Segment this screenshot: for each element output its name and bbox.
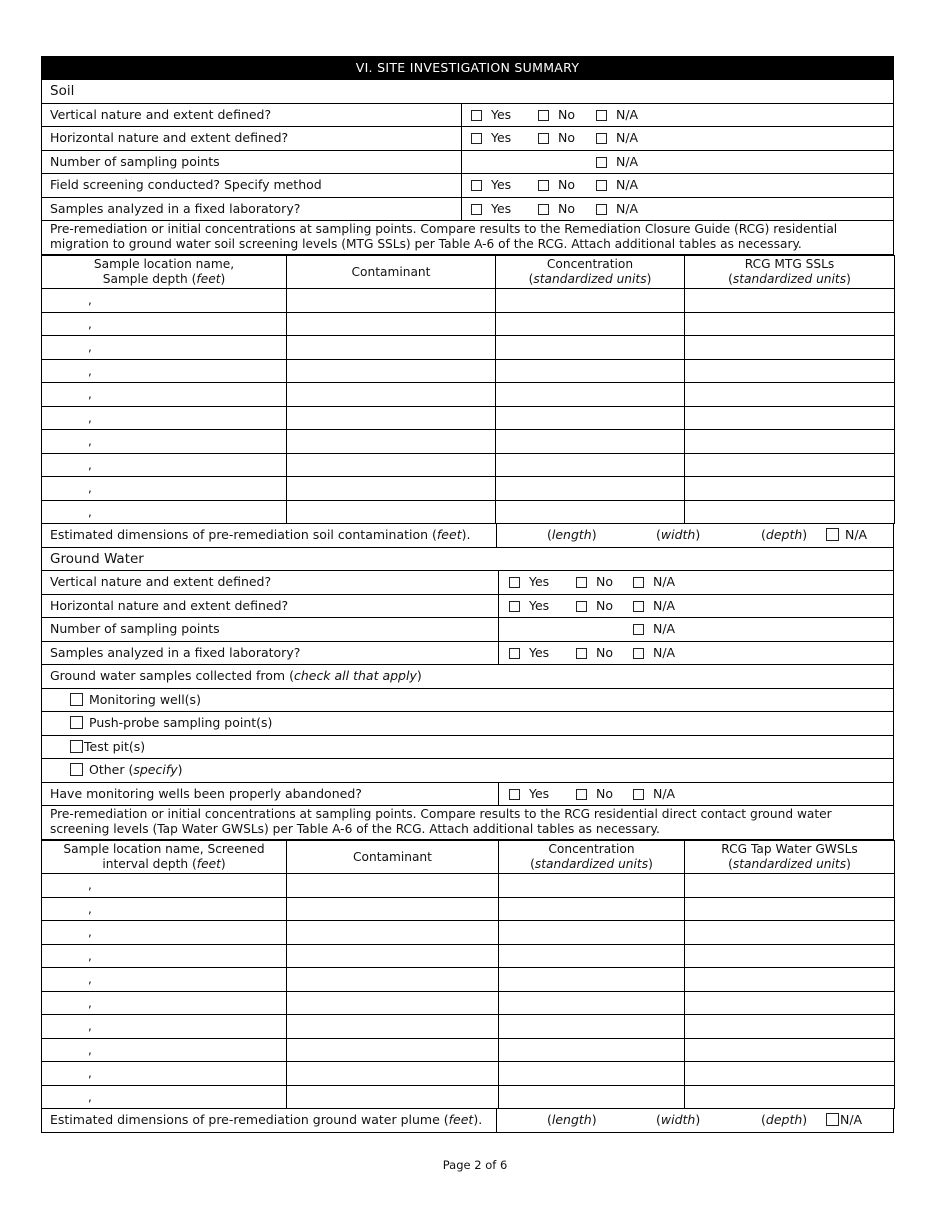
na-checkbox[interactable] <box>596 133 607 144</box>
screening-level-cell[interactable] <box>685 477 895 501</box>
question-label: Horizontal nature and extent defined? <box>50 597 289 613</box>
concentration-cell[interactable] <box>499 897 685 921</box>
other-checkbox[interactable] <box>70 763 83 776</box>
push-probe-checkbox[interactable] <box>70 716 83 729</box>
contaminant-cell[interactable] <box>287 1062 499 1086</box>
question-label: Have monitoring wells been properly abandoned? <box>50 785 362 801</box>
table-row <box>42 1062 895 1086</box>
concentration-cell[interactable] <box>499 1085 685 1109</box>
dimensions-label: Estimated dimensions of pre-remediation ground water plume (feet). <box>50 1112 483 1127</box>
gw-abandoned-row: Have monitoring wells been properly abandoned? Yes No N/A <box>41 783 894 807</box>
col-sample-location: Sample location name, Sample depth (feet) <box>42 256 287 289</box>
yes-checkbox[interactable] <box>509 648 520 659</box>
question-label: Horizontal nature and extent defined? <box>50 130 289 145</box>
col-sample-location: Sample location name, Screened interval depth (feet) <box>42 841 287 874</box>
no-checkbox[interactable] <box>576 577 587 588</box>
instructions-text: Pre-remediation or initial concentrations at sampling points. Compare results to the Remediation Closure Guide (RCG) residential migration to ground water soil screening levels (MTG SSLs) per Table A-6 of the RCG. Attach additional tables as necessary. <box>50 222 838 251</box>
gw-source-row: Test pit(s) <box>41 736 894 760</box>
depth-field[interactable]: (depth) <box>761 527 808 542</box>
screening-level-cell[interactable] <box>685 1038 895 1062</box>
gw-source-row: Push-probe sampling point(s) <box>41 712 894 736</box>
question-label: Vertical nature and extent defined? <box>50 106 272 122</box>
length-field[interactable]: (length) <box>547 1112 597 1127</box>
soil-dimensions-row: Estimated dimensions of pre-remediation soil contamination (feet). (length) (width) (depth) N/A <box>41 524 894 548</box>
contaminant-cell[interactable] <box>287 874 499 898</box>
section-header: VI. SITE INVESTIGATION SUMMARY <box>41 56 894 80</box>
table-row <box>42 477 895 501</box>
gw-question-row: Samples analyzed in a fixed laboratory? Yes No N/A <box>41 642 894 666</box>
screening-level-cell[interactable] <box>685 1015 895 1039</box>
concentration-cell[interactable] <box>499 991 685 1015</box>
screening-level-cell[interactable] <box>685 312 895 336</box>
depth-field[interactable]: (depth) <box>761 1112 808 1127</box>
table-row <box>42 500 895 524</box>
table-header-row <box>42 841 895 874</box>
sample-location-cell[interactable]: , <box>42 406 287 430</box>
sample-location-cell[interactable]: , <box>42 453 287 477</box>
na-checkbox[interactable] <box>596 110 607 121</box>
soil-question-row: Samples analyzed in a fixed laboratory? Yes No N/A <box>41 198 894 222</box>
sample-location-cell[interactable]: , <box>42 991 287 1015</box>
yes-checkbox[interactable] <box>471 180 482 191</box>
concentration-cell[interactable] <box>499 1062 685 1086</box>
concentration-cell[interactable] <box>499 944 685 968</box>
na-checkbox[interactable] <box>633 789 644 800</box>
sample-location-cell[interactable]: , <box>42 477 287 501</box>
screening-level-cell[interactable] <box>685 874 895 898</box>
yes-checkbox[interactable] <box>509 601 520 612</box>
no-checkbox[interactable] <box>576 601 587 612</box>
sample-location-cell[interactable]: , <box>42 1038 287 1062</box>
concentration-cell[interactable] <box>496 500 685 524</box>
sample-location-cell[interactable]: , <box>42 359 287 383</box>
screening-level-cell[interactable] <box>685 430 895 454</box>
gw-dimensions-row: Estimated dimensions of pre-remediation ground water plume (feet). (length) (width) (depth) N/A <box>41 1109 894 1133</box>
sample-location-cell[interactable]: , <box>42 1015 287 1039</box>
screening-level-cell[interactable] <box>685 968 895 992</box>
screening-level-cell[interactable] <box>685 1062 895 1086</box>
question-label: Number of sampling points <box>50 621 220 636</box>
soil-instructions <box>41 221 894 255</box>
yes-checkbox[interactable] <box>471 110 482 121</box>
contaminant-cell[interactable] <box>287 1015 499 1039</box>
gw-source-row: Monitoring well(s) <box>41 689 894 713</box>
table-row <box>42 1085 895 1109</box>
screening-level-cell[interactable] <box>685 897 895 921</box>
na-checkbox[interactable] <box>826 1113 839 1126</box>
width-field[interactable]: (width) <box>656 1112 701 1127</box>
soil-title: Soil <box>50 83 75 99</box>
no-checkbox[interactable] <box>538 110 549 121</box>
sample-location-cell[interactable]: , <box>42 289 287 313</box>
yes-checkbox[interactable] <box>509 789 520 800</box>
table-row <box>42 991 895 1015</box>
gw-question-row: Horizontal nature and extent defined? Yes No N/A <box>41 595 894 619</box>
soil-question-row: Field screening conducted? Specify method Yes No N/A <box>41 174 894 198</box>
contaminant-cell[interactable] <box>287 500 496 524</box>
screening-level-cell[interactable] <box>685 991 895 1015</box>
table-header-row <box>42 256 895 289</box>
table-row <box>42 336 895 360</box>
table-row <box>42 944 895 968</box>
gw-source-row: Other (specify) <box>41 759 894 783</box>
groundwater-section-title <box>41 548 894 572</box>
screening-level-cell[interactable] <box>685 359 895 383</box>
na-checkbox[interactable] <box>596 180 607 191</box>
table-row <box>42 453 895 477</box>
table-row <box>42 968 895 992</box>
contaminant-cell[interactable] <box>287 1085 499 1109</box>
no-checkbox[interactable] <box>538 180 549 191</box>
test-pit-checkbox[interactable] <box>70 740 83 753</box>
question-label: Field screening conducted? Specify method <box>50 177 322 192</box>
instructions-text: Pre-remediation or initial concentrations at sampling points. Compare results to the RCG residential direct contact ground water screening levels (Tap Water GWSLs) per Table A-6 of the RCG. Attach additional tables as necessary. <box>50 807 832 836</box>
contaminant-cell[interactable] <box>287 1038 499 1062</box>
concentration-cell[interactable] <box>499 968 685 992</box>
collected-from-label: Ground water samples collected from (check all that apply) <box>50 668 422 683</box>
question-label: Number of sampling points <box>50 153 220 169</box>
concentration-cell[interactable] <box>499 1015 685 1039</box>
sample-location-cell[interactable]: , <box>42 968 287 992</box>
screening-level-cell[interactable] <box>685 453 895 477</box>
concentration-cell[interactable] <box>496 430 685 454</box>
table-row <box>42 312 895 336</box>
contaminant-cell[interactable] <box>287 944 499 968</box>
col-contaminant: Contaminant <box>287 841 499 874</box>
no-checkbox[interactable] <box>576 648 587 659</box>
question-label: Samples analyzed in a fixed laboratory? <box>50 200 301 216</box>
concentration-cell[interactable] <box>496 383 685 407</box>
contaminant-cell[interactable] <box>287 991 499 1015</box>
col-rcg-mtg-ssls: RCG MTG SSLs (standardized units) <box>685 256 895 289</box>
contaminant-cell[interactable] <box>287 383 496 407</box>
concentration-cell[interactable] <box>496 359 685 383</box>
gw-collected-from-row <box>41 665 894 689</box>
concentration-cell[interactable] <box>496 477 685 501</box>
table-row <box>42 430 895 454</box>
contaminant-cell[interactable] <box>287 406 496 430</box>
sample-location-cell[interactable]: , <box>42 897 287 921</box>
concentration-cell[interactable] <box>499 921 685 945</box>
page-number: Page 2 of 6 <box>442 1158 508 1172</box>
soil-question-row: Horizontal nature and extent defined? Yes No N/A <box>41 127 894 151</box>
sample-location-cell[interactable]: , <box>42 874 287 898</box>
site-investigation-form <box>41 56 894 1133</box>
sample-location-cell[interactable]: , <box>42 500 287 524</box>
sample-location-cell[interactable]: , <box>42 312 287 336</box>
dimensions-label: Estimated dimensions of pre-remediation soil contamination (feet). <box>50 527 471 542</box>
width-field[interactable]: (width) <box>656 527 701 542</box>
col-rcg-tap-water-gwsls: RCG Tap Water GWSLs (standardized units) <box>685 841 895 874</box>
gw-question-row: Number of sampling points N/A <box>41 618 894 642</box>
table-row <box>42 406 895 430</box>
concentration-cell[interactable] <box>499 874 685 898</box>
na-checkbox[interactable] <box>633 624 644 635</box>
na-checkbox[interactable] <box>596 204 607 215</box>
no-checkbox[interactable] <box>538 204 549 215</box>
contaminant-cell[interactable] <box>287 430 496 454</box>
col-concentration: Concentration (standardized units) <box>499 841 685 874</box>
contaminant-cell[interactable] <box>287 897 499 921</box>
screening-level-cell[interactable] <box>685 336 895 360</box>
contaminant-cell[interactable] <box>287 968 499 992</box>
contaminant-cell[interactable] <box>287 477 496 501</box>
col-contaminant: Contaminant <box>287 256 496 289</box>
table-row <box>42 383 895 407</box>
yes-checkbox[interactable] <box>471 204 482 215</box>
sample-location-cell[interactable]: , <box>42 383 287 407</box>
no-checkbox[interactable] <box>576 789 587 800</box>
table-row <box>42 1015 895 1039</box>
concentration-cell[interactable] <box>496 312 685 336</box>
contaminant-cell[interactable] <box>287 359 496 383</box>
soil-question-row: Number of sampling points N/A <box>41 151 894 175</box>
na-checkbox[interactable] <box>633 577 644 588</box>
sample-location-cell[interactable]: , <box>42 336 287 360</box>
sample-location-cell[interactable]: , <box>42 430 287 454</box>
contaminant-cell[interactable] <box>287 289 496 313</box>
screening-level-cell[interactable] <box>685 383 895 407</box>
contaminant-cell[interactable] <box>287 336 496 360</box>
soil-question-row: Vertical nature and extent defined? Yes No N/A <box>41 104 894 128</box>
soil-section-title <box>41 80 894 104</box>
screening-level-cell[interactable] <box>685 921 895 945</box>
screening-level-cell[interactable] <box>685 944 895 968</box>
concentration-cell[interactable] <box>496 453 685 477</box>
contaminant-cell[interactable] <box>287 312 496 336</box>
table-row <box>42 359 895 383</box>
yes-checkbox[interactable] <box>509 577 520 588</box>
question-label: Samples analyzed in a fixed laboratory? <box>50 644 301 660</box>
gw-question-row: Vertical nature and extent defined? Yes No N/A <box>41 571 894 595</box>
contaminant-cell[interactable] <box>287 453 496 477</box>
na-checkbox[interactable] <box>633 648 644 659</box>
length-field[interactable]: (length) <box>547 527 597 542</box>
na-checkbox[interactable] <box>596 157 607 168</box>
sample-location-cell[interactable]: , <box>42 944 287 968</box>
concentration-cell[interactable] <box>496 406 685 430</box>
na-checkbox[interactable] <box>826 528 839 541</box>
table-row <box>42 1038 895 1062</box>
concentration-cell[interactable] <box>499 1038 685 1062</box>
monitoring-well-checkbox[interactable] <box>70 693 83 706</box>
na-checkbox[interactable] <box>633 601 644 612</box>
yes-checkbox[interactable] <box>471 133 482 144</box>
gw-results-table <box>41 840 895 1109</box>
groundwater-title: Ground Water <box>50 550 144 567</box>
table-row <box>42 921 895 945</box>
no-checkbox[interactable] <box>538 133 549 144</box>
concentration-cell[interactable] <box>496 336 685 360</box>
table-row <box>42 289 895 313</box>
screening-level-cell[interactable] <box>685 1085 895 1109</box>
sample-location-cell[interactable]: , <box>42 1085 287 1109</box>
screening-level-cell[interactable] <box>685 500 895 524</box>
soil-results-table <box>41 255 895 524</box>
concentration-cell[interactable] <box>496 289 685 313</box>
sample-location-cell[interactable]: , <box>42 1062 287 1086</box>
contaminant-cell[interactable] <box>287 921 499 945</box>
table-row <box>42 897 895 921</box>
table-row <box>42 874 895 898</box>
screening-level-cell[interactable] <box>685 289 895 313</box>
sample-location-cell[interactable]: , <box>42 921 287 945</box>
col-concentration: Concentration (standardized units) <box>496 256 685 289</box>
gw-instructions <box>41 806 894 840</box>
question-label: Vertical nature and extent defined? <box>50 574 272 589</box>
screening-level-cell[interactable] <box>685 406 895 430</box>
